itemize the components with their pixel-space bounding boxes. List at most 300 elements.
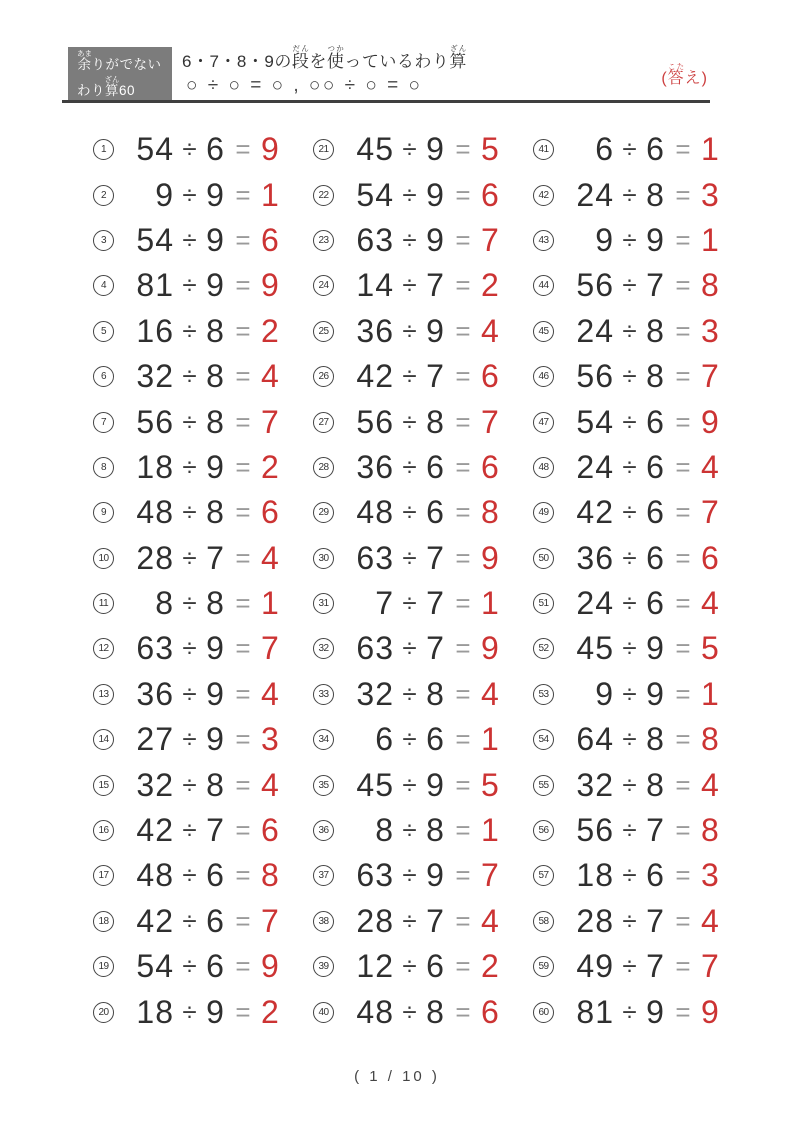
dividend-value: 28	[356, 902, 394, 939]
answer-value: 9	[261, 131, 279, 168]
equals-sign: =	[235, 542, 251, 573]
equation	[128, 948, 283, 985]
divisor-value: 7	[426, 585, 444, 622]
problem-number-badge: 9	[93, 502, 114, 523]
problem-number-badge: 57	[533, 865, 554, 886]
problem-row	[533, 808, 753, 853]
equation	[348, 857, 503, 894]
divisor-value: 6	[426, 948, 444, 985]
divisor-value: 6	[646, 448, 664, 485]
answer-value: 4	[701, 585, 719, 622]
divisor-value: 7	[206, 812, 224, 849]
divisor-value: 9	[206, 675, 224, 712]
problem-row	[93, 944, 313, 989]
divisor-value: 8	[646, 766, 664, 803]
dividend-value: 12	[356, 948, 394, 985]
dividend-value: 24	[576, 176, 614, 213]
equals-sign: =	[235, 996, 251, 1027]
dividend-value: 56	[576, 812, 614, 849]
problem-row	[313, 263, 533, 308]
equation	[568, 994, 723, 1031]
divisor-value: 7	[426, 902, 444, 939]
equals-sign: =	[235, 815, 251, 846]
divide-sign: ÷	[182, 860, 197, 891]
divisor-value: 7	[206, 539, 224, 576]
divide-sign: ÷	[402, 860, 417, 891]
dividend-value: 49	[576, 948, 614, 985]
divisor-value: 6	[206, 857, 224, 894]
divisor-value: 7	[646, 948, 664, 985]
answer-value: 3	[701, 312, 719, 349]
problem-number-badge: 46	[533, 366, 554, 387]
problem-number-badge: 5	[93, 321, 114, 342]
problem-number-badge: 48	[533, 457, 554, 478]
divide-sign: ÷	[622, 860, 637, 891]
answer-value: 7	[481, 857, 499, 894]
dividend-value: 81	[576, 993, 614, 1030]
equals-sign: =	[235, 678, 251, 709]
equation	[348, 267, 503, 304]
problem-row	[313, 853, 533, 898]
equals-sign: =	[675, 815, 691, 846]
divisor-value: 9	[206, 721, 224, 758]
divide-sign: ÷	[622, 769, 637, 800]
divide-sign: ÷	[182, 406, 197, 437]
answer-value: 8	[481, 494, 499, 531]
problem-row	[313, 490, 533, 535]
divide-sign: ÷	[402, 270, 417, 301]
equation	[568, 721, 723, 758]
divide-sign: ÷	[402, 588, 417, 619]
dividend-value: 8	[375, 812, 394, 849]
divide-sign: ÷	[402, 361, 417, 392]
problem-row	[93, 172, 313, 217]
divide-sign: ÷	[182, 315, 197, 346]
equation	[348, 131, 503, 168]
problem-number-badge: 14	[93, 729, 114, 750]
header-divider	[62, 100, 710, 103]
divisor-value: 9	[206, 630, 224, 667]
divide-sign: ÷	[182, 815, 197, 846]
divisor-value: 9	[426, 857, 444, 894]
page-indicator: ( 1 / 10 )	[354, 1068, 440, 1085]
equals-sign: =	[455, 769, 471, 800]
divisor-value: 7	[426, 267, 444, 304]
equals-sign: =	[455, 179, 471, 210]
equation	[348, 994, 503, 1031]
divisor-value: 8	[426, 675, 444, 712]
problem-row	[533, 853, 753, 898]
problem-row	[533, 309, 753, 354]
dividend-value: 36	[356, 312, 394, 349]
equals-sign: =	[455, 497, 471, 528]
problem-number-badge: 30	[313, 548, 334, 569]
answer-value: 8	[701, 721, 719, 758]
problem-number-badge: 32	[313, 638, 334, 659]
equals-sign: =	[455, 224, 471, 255]
divisor-value: 6	[426, 448, 444, 485]
divisor-value: 7	[646, 812, 664, 849]
answer-value: 4	[701, 766, 719, 803]
divisor-value: 6	[206, 131, 224, 168]
problem-number-badge: 26	[313, 366, 334, 387]
problem-number-badge: 42	[533, 185, 554, 206]
dividend-value: 6	[595, 131, 614, 168]
equation	[348, 449, 503, 486]
divisor-value: 7	[646, 267, 664, 304]
divisor-value: 9	[646, 221, 664, 258]
divisor-value: 9	[646, 630, 664, 667]
divide-sign: ÷	[622, 633, 637, 664]
problem-number-badge: 54	[533, 729, 554, 750]
problem-row	[313, 899, 533, 944]
problem-number-badge: 51	[533, 593, 554, 614]
divisor-value: 7	[426, 630, 444, 667]
dividend-value: 54	[136, 948, 174, 985]
equation	[128, 313, 283, 350]
answer-value: 3	[701, 857, 719, 894]
answer-value: 7	[481, 221, 499, 258]
divide-sign: ÷	[622, 724, 637, 755]
dividend-value: 32	[356, 675, 394, 712]
problem-row	[313, 808, 533, 853]
equals-sign: =	[235, 406, 251, 437]
problem-row	[93, 989, 313, 1034]
problem-number-badge: 35	[313, 775, 334, 796]
dividend-value: 9	[595, 675, 614, 712]
dividend-value: 42	[136, 902, 174, 939]
answer-value: 9	[261, 948, 279, 985]
worksheet-title-block	[182, 44, 467, 97]
equation	[348, 177, 503, 214]
dividend-value: 48	[356, 993, 394, 1030]
equals-sign: =	[455, 905, 471, 936]
equation	[128, 449, 283, 486]
dividend-value: 63	[356, 857, 394, 894]
equals-sign: =	[675, 724, 691, 755]
problem-number-badge: 3	[93, 230, 114, 251]
divide-sign: ÷	[622, 315, 637, 346]
problem-row	[533, 354, 753, 399]
problem-row	[313, 127, 533, 172]
problem-row	[533, 218, 753, 263]
equation	[348, 585, 503, 622]
divisor-value: 7	[646, 902, 664, 939]
equation	[568, 494, 723, 531]
equals-sign: =	[235, 224, 251, 255]
problem-row	[533, 127, 753, 172]
divisor-value: 8	[426, 993, 444, 1030]
answer-value: 4	[261, 766, 279, 803]
problem-number-badge: 4	[93, 275, 114, 296]
answer-value: 8	[701, 267, 719, 304]
problem-row	[313, 762, 533, 807]
problem-number-badge: 56	[533, 820, 554, 841]
problem-number-badge: 33	[313, 684, 334, 705]
answer-value: 7	[701, 494, 719, 531]
problem-column-1	[93, 127, 313, 1035]
problem-number-badge: 25	[313, 321, 334, 342]
problem-number-badge: 45	[533, 321, 554, 342]
dividend-value: 54	[136, 221, 174, 258]
equation	[128, 494, 283, 531]
divide-sign: ÷	[182, 542, 197, 573]
problem-row	[93, 853, 313, 898]
divide-sign: ÷	[622, 179, 637, 210]
problem-number-badge: 55	[533, 775, 554, 796]
divisor-value: 8	[206, 403, 224, 440]
answer-value: 1	[701, 131, 719, 168]
equation	[348, 222, 503, 259]
problem-number-badge: 49	[533, 502, 554, 523]
divisor-value: 6	[426, 494, 444, 531]
answer-value: 9	[701, 403, 719, 440]
dividend-value: 32	[576, 766, 614, 803]
divide-sign: ÷	[402, 678, 417, 709]
divide-sign: ÷	[182, 134, 197, 165]
divide-sign: ÷	[182, 588, 197, 619]
answer-value: 3	[701, 176, 719, 213]
equals-sign: =	[235, 951, 251, 982]
problem-number-badge: 23	[313, 230, 334, 251]
equation	[128, 222, 283, 259]
answer-value: 6	[261, 221, 279, 258]
equals-sign: =	[675, 134, 691, 165]
divide-sign: ÷	[402, 179, 417, 210]
divisor-value: 6	[206, 902, 224, 939]
equals-sign: =	[675, 769, 691, 800]
problem-number-badge: 1	[93, 139, 114, 160]
problem-column-3	[533, 127, 753, 1035]
answer-value: 6	[481, 993, 499, 1030]
equals-sign: =	[235, 134, 251, 165]
equation	[128, 177, 283, 214]
divide-sign: ÷	[402, 905, 417, 936]
equation	[568, 857, 723, 894]
dividend-value: 18	[576, 857, 614, 894]
problem-row	[533, 762, 753, 807]
equals-sign: =	[675, 451, 691, 482]
problem-row	[533, 445, 753, 490]
dividend-value: 9	[155, 176, 174, 213]
answer-value: 7	[261, 403, 279, 440]
dividend-value: 36	[576, 539, 614, 576]
problem-number-badge: 47	[533, 412, 554, 433]
divide-sign: ÷	[182, 497, 197, 528]
equals-sign: =	[455, 815, 471, 846]
dividend-value: 56	[576, 267, 614, 304]
problem-number-badge: 44	[533, 275, 554, 296]
problem-row	[313, 989, 533, 1034]
problem-row	[313, 172, 533, 217]
dividend-value: 63	[356, 221, 394, 258]
divisor-value: 6	[206, 948, 224, 985]
problem-column-2	[313, 127, 533, 1035]
problem-row	[533, 989, 753, 1034]
divide-sign: ÷	[182, 996, 197, 1027]
equals-sign: =	[675, 361, 691, 392]
equals-sign: =	[675, 951, 691, 982]
answer-value: 3	[261, 721, 279, 758]
dividend-value: 36	[356, 448, 394, 485]
equals-sign: =	[235, 315, 251, 346]
problem-number-badge: 8	[93, 457, 114, 478]
divisor-value: 9	[426, 176, 444, 213]
answer-value: 6	[261, 494, 279, 531]
answer-value: 1	[261, 585, 279, 622]
divide-sign: ÷	[622, 996, 637, 1027]
problem-number-badge: 34	[313, 729, 334, 750]
divisor-value: 8	[206, 766, 224, 803]
divide-sign: ÷	[402, 951, 417, 982]
problem-row	[93, 309, 313, 354]
dividend-value: 24	[576, 585, 614, 622]
problem-number-badge: 59	[533, 956, 554, 977]
problem-number-badge: 15	[93, 775, 114, 796]
divide-sign: ÷	[402, 451, 417, 482]
problem-number-badge: 22	[313, 185, 334, 206]
equation	[128, 358, 283, 395]
equation	[128, 267, 283, 304]
equals-sign: =	[235, 588, 251, 619]
divide-sign: ÷	[622, 361, 637, 392]
equation	[128, 676, 283, 713]
dividend-value: 81	[136, 267, 174, 304]
divisor-value: 8	[206, 358, 224, 395]
dividend-value: 16	[136, 312, 174, 349]
answer-value: 2	[481, 267, 499, 304]
dividend-value: 14	[356, 267, 394, 304]
divisor-value: 8	[646, 176, 664, 213]
dividend-value: 45	[356, 766, 394, 803]
dividend-value: 48	[356, 494, 394, 531]
divisor-value: 8	[426, 812, 444, 849]
equals-sign: =	[235, 361, 251, 392]
problem-row	[313, 309, 533, 354]
equation	[568, 812, 723, 849]
divide-sign: ÷	[622, 134, 637, 165]
divisor-value: 9	[646, 675, 664, 712]
equals-sign: =	[235, 270, 251, 301]
divide-sign: ÷	[402, 633, 417, 664]
dividend-value: 56	[356, 403, 394, 440]
dividend-value: 32	[136, 766, 174, 803]
equals-sign: =	[455, 134, 471, 165]
problem-row	[93, 626, 313, 671]
divisor-value: 6	[646, 857, 664, 894]
problem-number-badge: 40	[313, 1002, 334, 1023]
problem-number-badge: 13	[93, 684, 114, 705]
problem-row	[533, 899, 753, 944]
dividend-value: 42	[576, 494, 614, 531]
equation	[348, 358, 503, 395]
equation	[568, 449, 723, 486]
equals-sign: =	[675, 406, 691, 437]
problem-number-badge: 31	[313, 593, 334, 614]
divisor-value: 8	[206, 494, 224, 531]
problem-row	[313, 536, 533, 581]
worksheet-category-box	[68, 47, 172, 101]
problem-number-badge: 50	[533, 548, 554, 569]
equation	[128, 131, 283, 168]
equation	[348, 404, 503, 441]
equation	[348, 721, 503, 758]
equation	[348, 948, 503, 985]
problem-number-badge: 36	[313, 820, 334, 841]
problem-number-badge: 39	[313, 956, 334, 977]
problem-number-badge: 52	[533, 638, 554, 659]
dividend-value: 36	[136, 675, 174, 712]
divide-sign: ÷	[622, 497, 637, 528]
divide-sign: ÷	[402, 769, 417, 800]
divide-sign: ÷	[182, 951, 197, 982]
divide-sign: ÷	[622, 542, 637, 573]
equation	[568, 948, 723, 985]
problem-number-badge: 7	[93, 412, 114, 433]
problem-number-badge: 37	[313, 865, 334, 886]
dividend-value: 28	[136, 539, 174, 576]
problem-number-badge: 41	[533, 139, 554, 160]
dividend-value: 42	[136, 812, 174, 849]
equation	[128, 630, 283, 667]
problem-row	[313, 944, 533, 989]
dividend-value: 32	[136, 358, 174, 395]
answer-value: 4	[701, 448, 719, 485]
divide-sign: ÷	[182, 270, 197, 301]
equals-sign: =	[675, 588, 691, 619]
divisor-value: 9	[646, 993, 664, 1030]
answer-value: 6	[481, 448, 499, 485]
divide-sign: ÷	[402, 542, 417, 573]
equation	[568, 267, 723, 304]
equals-sign: =	[235, 451, 251, 482]
dividend-value: 63	[136, 630, 174, 667]
answer-value: 7	[261, 630, 279, 667]
equation	[568, 903, 723, 940]
divisor-value: 6	[646, 403, 664, 440]
equals-sign: =	[455, 270, 471, 301]
answer-value: 8	[261, 857, 279, 894]
answer-value: 4	[481, 675, 499, 712]
problem-row	[93, 536, 313, 581]
problem-row	[93, 399, 313, 444]
divisor-value: 7	[426, 358, 444, 395]
problem-row	[533, 399, 753, 444]
answer-value: 2	[261, 312, 279, 349]
equals-sign: =	[235, 633, 251, 664]
equals-sign: =	[455, 860, 471, 891]
answer-value: 4	[701, 902, 719, 939]
equation	[348, 540, 503, 577]
answer-value: 7	[261, 902, 279, 939]
problem-row	[533, 717, 753, 762]
answer-value: 4	[481, 312, 499, 349]
problem-number-badge: 38	[313, 911, 334, 932]
problem-row	[533, 581, 753, 626]
divisor-value: 8	[646, 721, 664, 758]
equals-sign: =	[235, 860, 251, 891]
equals-sign: =	[455, 678, 471, 709]
divisor-value: 6	[646, 494, 664, 531]
equation	[568, 404, 723, 441]
divide-sign: ÷	[622, 406, 637, 437]
equation	[568, 222, 723, 259]
dividend-value: 27	[136, 721, 174, 758]
divisor-value: 6	[646, 585, 664, 622]
answer-value: 4	[481, 902, 499, 939]
divide-sign: ÷	[622, 451, 637, 482]
problem-row	[533, 536, 753, 581]
